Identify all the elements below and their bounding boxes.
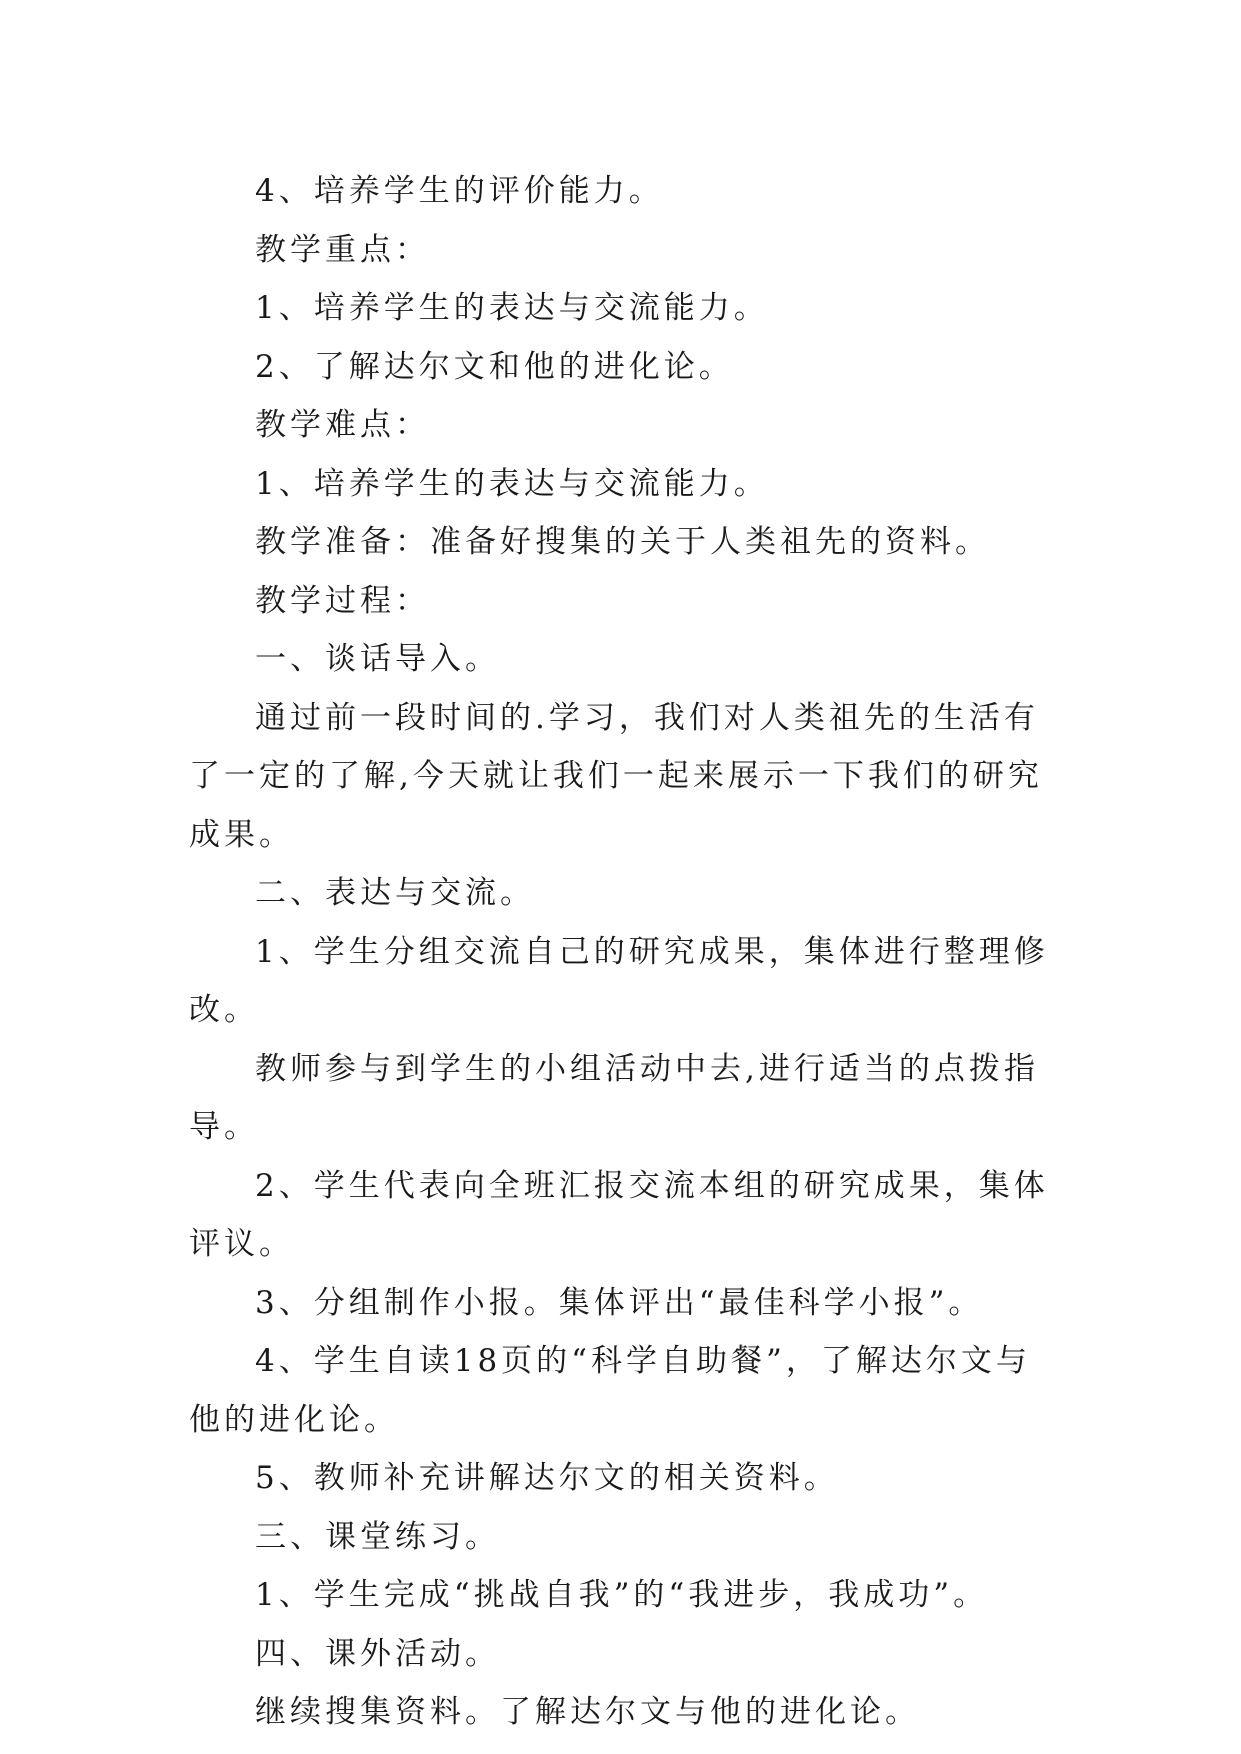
paragraph-evaluation-ability: 4、培养学生的评价能力。 [255, 173, 664, 209]
paragraph-extracurricular-text: 继续搜集资料。了解达尔文与他的进化论。 [255, 1694, 920, 1730]
heading-teaching-difficulty: 教学难点： [255, 407, 430, 443]
heading-teaching-process: 教学过程： [255, 582, 430, 619]
section-heading-practice: 三、课堂练习。 [255, 1518, 500, 1555]
paragraph-focus-1: 1、培养学生的表达与交流能力。 [255, 290, 769, 326]
document-body [189, 162, 1055, 1742]
paragraph-focus-2: 2、了解达尔文和他的进化论。 [255, 348, 734, 385]
section-heading-extracurricular: 四、课外活动。 [255, 1635, 500, 1672]
paragraph-practice-1: 1、学生完成“挑战自我”的“我进步，我成功”。 [255, 1577, 989, 1613]
paragraph-teacher-guidance: 教师参与到学生的小组活动中去,进行适当的点拨指导。 [189, 1050, 1039, 1145]
heading-teaching-focus: 教学重点： [255, 231, 430, 268]
paragraph-step-2: 2、学生代表向全班汇报交流本组的研究成果，集体评议。 [189, 1167, 1049, 1262]
section-heading-expression: 二、表达与交流。 [255, 875, 535, 911]
paragraph-step-3: 3、分组制作小报。集体评出“最佳科学小报”。 [255, 1284, 984, 1321]
section-heading-intro: 一、谈话导入。 [255, 641, 500, 677]
paragraph-intro-text: 通过前一段时间的.学习，我们对人类祖先的生活有了一定的了解,今天就让我们一起来展示一下我们的研究成果。 [189, 699, 1043, 853]
paragraph-teaching-preparation: 教学准备：准备好搜集的关于人类祖先的资料。 [255, 524, 990, 560]
paragraph-step-4: 4、学生自读18页的“科学自助餐”，了解达尔文与他的进化论。 [189, 1343, 1031, 1438]
paragraph-step-5: 5、教师补充讲解达尔文的相关资料。 [255, 1460, 839, 1496]
paragraph-step-1: 1、学生分组交流自己的研究成果，集体进行整理修改。 [189, 933, 1049, 1028]
paragraph-difficulty-1: 1、培养学生的表达与交流能力。 [255, 465, 769, 502]
